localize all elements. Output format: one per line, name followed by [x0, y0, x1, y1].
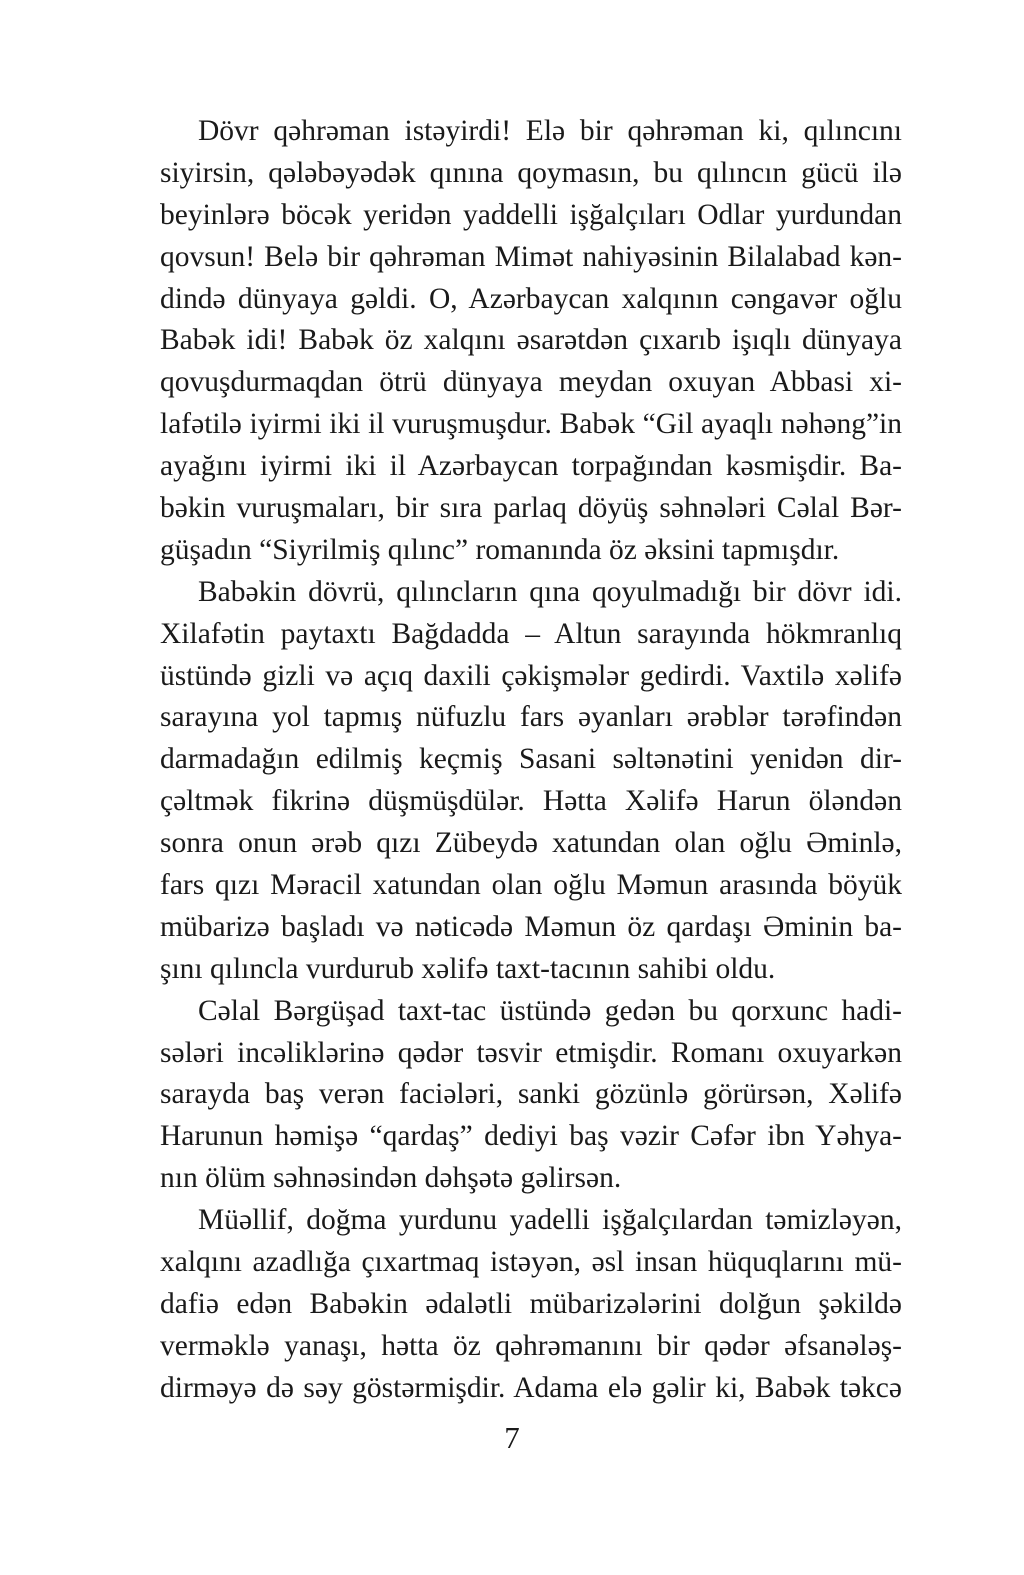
text-line: sonra onun ərəb qızı Zübeydə xatundan olan oğlu Əminlə,	[160, 827, 902, 860]
text-line: Babəkin dövrü, qılıncların qına qoyulmadığı bir dövr idi.	[198, 575, 902, 608]
text-line: qovsun! Belə bir qəhrəman Mimət nahiyəsinin Bilalabad kən-	[160, 240, 902, 273]
paragraph-1	[160, 111, 902, 572]
text-line: bəkin vuruşmaları, bir sıra parlaq döyüş səhnələri Cəlal Bər-	[160, 492, 902, 525]
text-line: sarayda baş verən faciələri, sanki gözünlə görürsən, Xəlifə	[160, 1078, 902, 1111]
text-line: mübarizə başladı və nəticədə Məmun öz qardaşı Əminin ba-	[160, 910, 902, 943]
body-text	[160, 111, 902, 1410]
paragraph-4	[160, 1200, 902, 1409]
text-line: fars qızı Məracil xatundan olan oğlu Məmun arasında böyük	[160, 869, 902, 902]
text-line: dində dünyaya gəldi. O, Azərbaycan xalqının cəngavər oğlu	[160, 282, 902, 315]
page-number: 7	[504, 1420, 520, 1455]
text-line: sələri incəliklərinə qədər təsvir etmişdir. Romanı oxuyarkən	[160, 1036, 902, 1069]
text-line: beyinlərə böcək yeridən yaddelli işğalçıları Odlar yurdundan	[160, 198, 902, 231]
text-line: Xilafətin paytaxtı Bağdadda – Altun sarayında hökmranlıq	[160, 617, 902, 650]
text-line: dirməyə də səy göstərmişdir. Adama elə gəlir ki, Babək təkcə	[160, 1371, 902, 1404]
text-line: verməklə yanaşı, hətta öz qəhrəmanını bir qədər əfsanələş-	[160, 1329, 902, 1362]
paragraph-3	[160, 991, 902, 1200]
text-line: lafətilə iyirmi iki il vuruşmuşdur. Babək “Gil ayaqlı nəhəng”in	[160, 408, 902, 441]
text-line: Dövr qəhrəman istəyirdi! Elə bir qəhrəman ki, qılıncını	[198, 115, 902, 147]
text-line: Harunun həmişə “qardaş” dediyi baş vəzir Cəfər ibn Yəhya-	[160, 1120, 902, 1153]
text-line: sarayına yol tapmış nüfuzlu fars əyanları ərəblər tərəfindən	[160, 701, 902, 734]
text-line: xalqını azadlığa çıxartmaq istəyən, əsl insan hüquqlarını mü-	[160, 1246, 902, 1279]
text-line: Babək idi! Babək öz xalqını əsarətdən çıxarıb işıqlı dünyaya	[160, 324, 902, 357]
text-line: qovuşdurmaqdan ötrü dünyaya meydan oxuyan Abbasi xi-	[160, 366, 902, 399]
text-line: dafiə edən Babəkin ədalətli mübarizələrini dolğun şəkildə	[160, 1287, 902, 1320]
text-line: siyirsin, qələbəyədək qınına qoymasın, bu qılıncın gücü ilə	[160, 156, 902, 189]
text-line: şını qılıncla vurdurub xəlifə taxt-tacının sahibi oldu.	[160, 952, 776, 985]
text-line: güşadın “Siyrilmiş qılınc” romanında öz əksini tapmışdır.	[160, 533, 840, 566]
text-line: üstündə gizli və açıq daxili çəkişmələr gedirdi. Vaxtilə xəlifə	[160, 659, 902, 692]
paragraph-2	[160, 572, 902, 991]
text-line: ayağını iyirmi iki il Azərbaycan torpağından kəsmişdir. Ba-	[160, 450, 902, 483]
text-line: nın ölüm səhnəsindən dəhşətə gəlirsən.	[160, 1162, 622, 1195]
text-line: darmadağın edilmiş keçmiş Sasani səltənətini yenidən dir-	[160, 743, 902, 776]
text-line: çəltmək fikrinə düşmüşdülər. Hətta Xəlifə Harun öləndən	[160, 785, 902, 818]
text-line: Müəllif, doğma yurdunu yadelli işğalçılardan təmizləyən,	[198, 1204, 902, 1237]
text-line: Cəlal Bərgüşad taxt-tac üstündə gedən bu qorxunc hadi-	[198, 994, 902, 1027]
